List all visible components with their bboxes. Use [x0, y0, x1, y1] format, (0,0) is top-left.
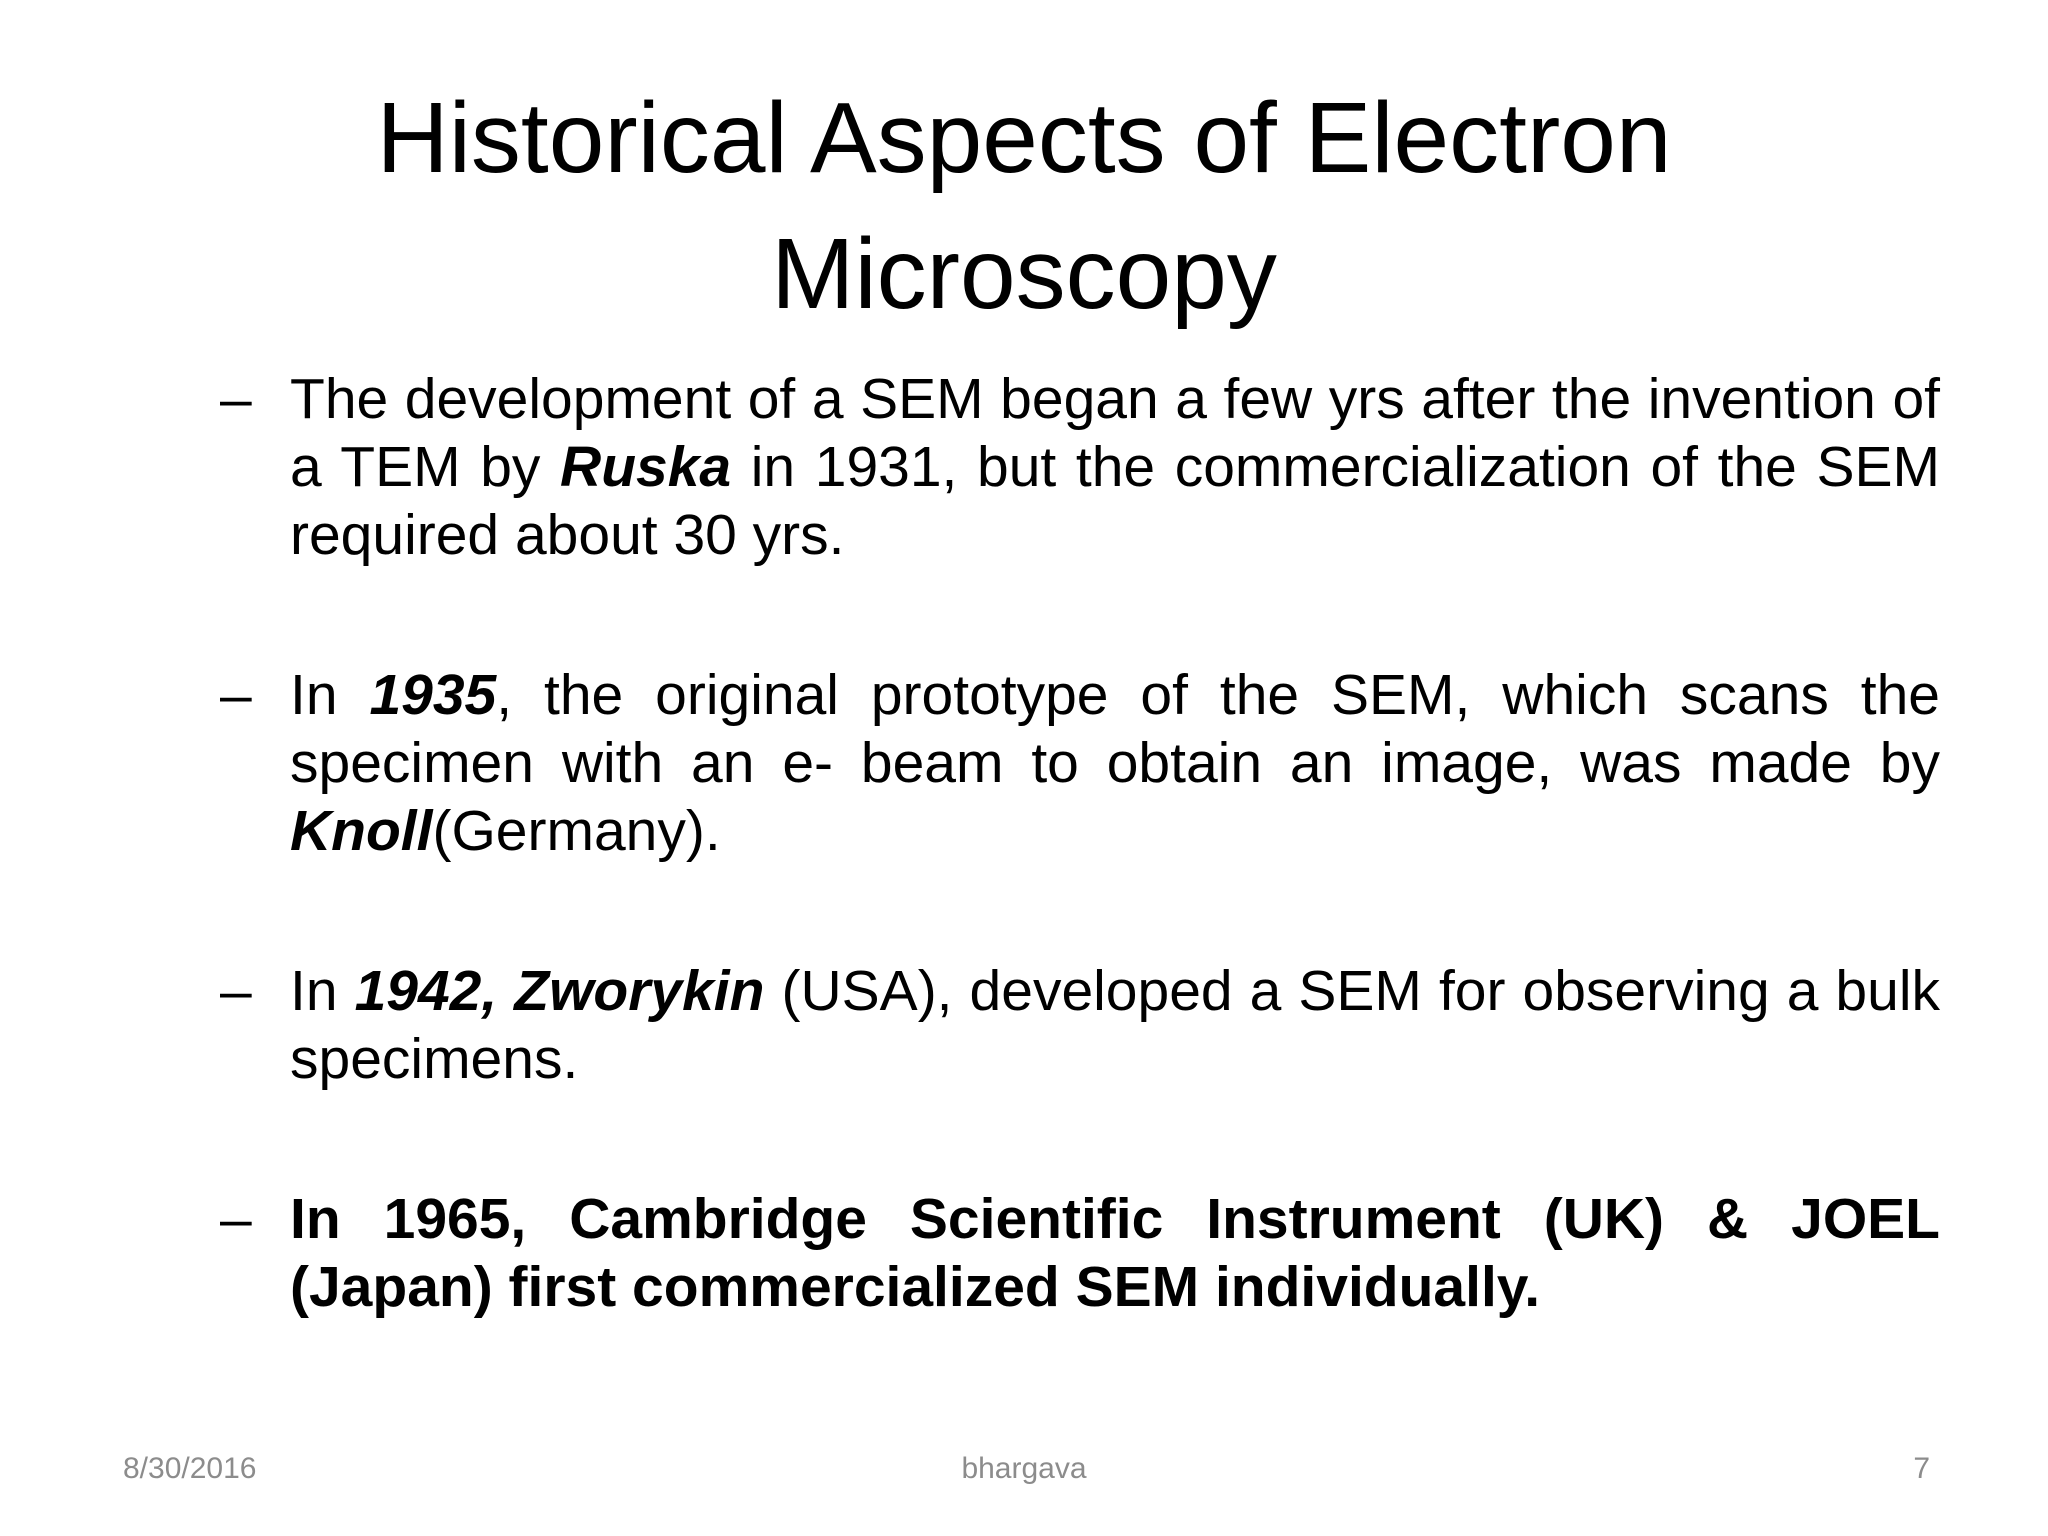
bullet-text: In [290, 959, 355, 1023]
bullet-knoll [220, 661, 1940, 865]
footer-date: 8/30/2016 [123, 1452, 257, 1485]
emphasis-name: Knoll [290, 799, 433, 863]
dash-marker: – [220, 663, 252, 727]
dash-marker: – [220, 367, 252, 431]
bullet-text: (Germany). [432, 799, 721, 863]
emphasis-year-name: 1942, Zworykin [354, 959, 765, 1023]
emphasis-name: Ruska [560, 435, 732, 499]
bullet-text: in 1931, but the commercialization of the SEM required about 30 yrs. [290, 435, 1940, 567]
bullet-text: , the original prototype of the SEM, which scans the specimen with an e- beam to obtain an image, was made by [290, 663, 1940, 795]
bullet-commercialization [220, 1185, 1940, 1321]
bullet-text: (USA), developed a SEM for observing a bulk specimens. [290, 959, 1940, 1091]
emphasis-year: 1935 [369, 663, 497, 727]
dash-marker: – [220, 959, 252, 1023]
bullet-list [220, 365, 1940, 1321]
bullet-ruska [220, 365, 1940, 569]
bullet-zworykin [220, 957, 1940, 1093]
dash-marker: – [220, 1187, 252, 1251]
footer-page-number: 7 [1913, 1452, 1930, 1485]
bullet-text: In [290, 663, 370, 727]
bullet-text: The development of a SEM began a few yrs after the invention of a TEM by [290, 367, 1940, 499]
bullet-text: In 1965, Cambridge Scientific Instrument (UK) & JOEL (Japan) first commercialized SEM individually. [290, 1187, 1940, 1319]
footer-author: bhargava [961, 1452, 1087, 1485]
title-line-2: Microscopy [771, 218, 1277, 330]
title-line-1: Historical Aspects of Electron [376, 82, 1672, 194]
slide-title [200, 70, 1848, 342]
